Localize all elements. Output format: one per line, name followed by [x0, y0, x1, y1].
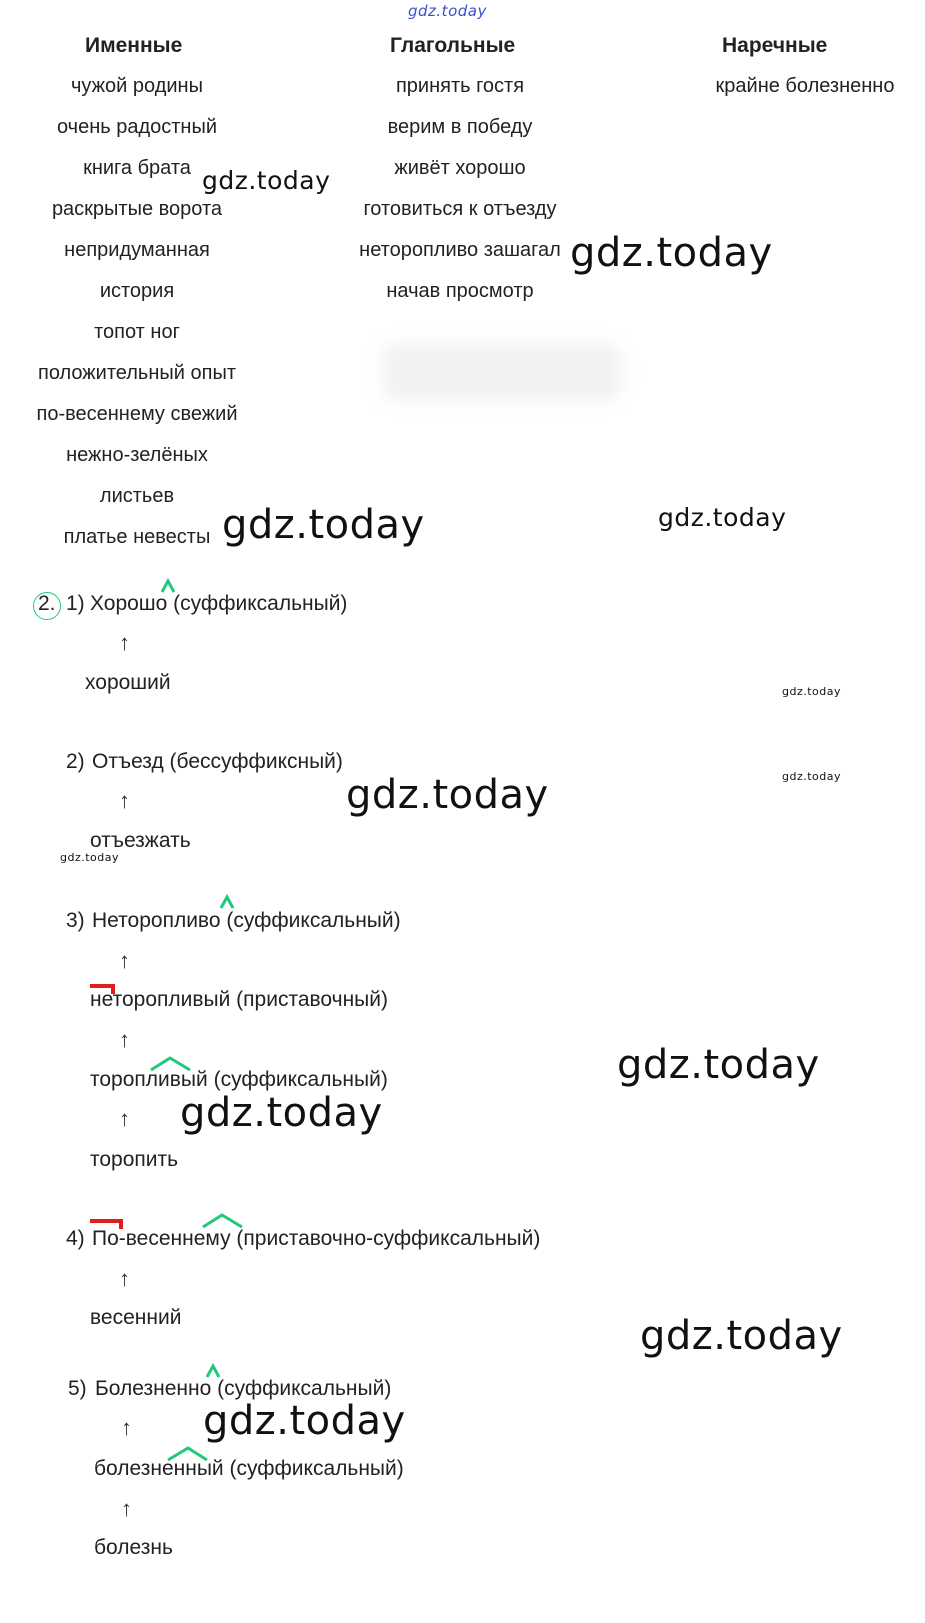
- header-nominal: Именные: [85, 34, 183, 57]
- list-item: принять гостя: [395, 75, 525, 97]
- list-item: верим в победу: [387, 116, 533, 138]
- entry-number: 1): [66, 592, 85, 615]
- entry-number: 3): [66, 909, 85, 932]
- base-word: хороший: [85, 671, 171, 694]
- list-item: нежно-зелёных: [66, 444, 208, 466]
- watermark: gdz.today: [60, 851, 120, 864]
- base-word: болезнь: [94, 1536, 173, 1559]
- header-verbal: Глагольные: [390, 34, 516, 57]
- base-word: весенний: [90, 1306, 182, 1329]
- arrow-up-icon: ↑: [119, 1266, 130, 1291]
- suffix-mark-icon: [162, 581, 174, 592]
- list-item: топот ног: [94, 321, 180, 343]
- arrow-up-icon: ↑: [119, 1027, 130, 1052]
- watermark: gdz.today: [617, 1042, 820, 1088]
- derived-word: Неторопливо (суффиксальный): [92, 909, 401, 932]
- list-item: книга брата: [83, 157, 191, 179]
- watermark: gdz.today: [640, 1313, 843, 1359]
- list-item: раскрытые ворота: [51, 198, 223, 220]
- derived-word: Хорошо (суффиксальный): [90, 592, 348, 615]
- list-item: неторопливо зашагал: [359, 239, 561, 261]
- suffix-mark-icon: [151, 1058, 190, 1070]
- watermark: gdz.today: [782, 770, 842, 783]
- list-item: история: [99, 280, 175, 302]
- list-item: чужой родины: [71, 75, 203, 97]
- watermark: gdz.today: [202, 166, 331, 195]
- list-item: платье невесты: [63, 526, 211, 548]
- watermark: gdz.today: [180, 1090, 383, 1136]
- list-item: по-весеннему свежий: [36, 403, 238, 425]
- arrow-up-icon: ↑: [119, 788, 130, 813]
- prefix-mark-icon: [90, 1221, 121, 1229]
- watermark: gdz.today: [782, 685, 842, 698]
- derived-word: Болезненно (суффиксальный): [95, 1377, 392, 1400]
- header-adverbial: Наречные: [722, 34, 828, 57]
- suffix-mark-icon: [207, 1366, 219, 1377]
- task-number: 2.: [38, 592, 56, 615]
- arrow-up-icon: ↑: [121, 1415, 132, 1440]
- watermark: gdz.today: [658, 503, 787, 532]
- derived-word: Отъезд (бессуффиксный): [92, 750, 343, 773]
- prefix-mark-icon: [90, 986, 113, 994]
- arrow-up-icon: ↑: [119, 948, 130, 973]
- list-item: живёт хорошо: [394, 157, 526, 179]
- intermediate-word: торопливый (суффиксальный): [90, 1068, 388, 1091]
- intermediate-word: неторопливый (приставочный): [90, 988, 388, 1011]
- watermark: gdz.today: [570, 230, 773, 276]
- list-item: начав просмотр: [386, 280, 534, 302]
- watermark: gdz.today: [222, 502, 425, 548]
- list-item: непридуманная: [64, 239, 210, 261]
- suffix-mark-icon: [203, 1215, 242, 1227]
- suffix-mark-icon: [168, 1448, 207, 1460]
- arrow-up-icon: ↑: [119, 1106, 130, 1131]
- intermediate-word: болезненный (суффиксальный): [94, 1457, 404, 1480]
- list-item: листьев: [99, 485, 175, 507]
- entry-number: 4): [66, 1227, 85, 1250]
- list-item: крайне болезненно: [715, 75, 895, 97]
- watermark-top: gdz.today: [408, 2, 487, 20]
- list-item: положительный опыт: [38, 362, 236, 384]
- arrow-up-icon: ↑: [121, 1496, 132, 1521]
- entry-number: 5): [68, 1377, 87, 1400]
- watermark: gdz.today: [346, 772, 549, 818]
- list-item: очень радостный: [56, 116, 218, 138]
- list-item: готовиться к отъезду: [363, 198, 557, 220]
- base-word: отъезжать: [90, 829, 191, 852]
- watermark: gdz.today: [203, 1398, 406, 1444]
- entry-number: 2): [66, 750, 85, 773]
- suffix-mark-icon: [221, 897, 233, 908]
- base-word: торопить: [90, 1148, 179, 1171]
- arrow-up-icon: ↑: [119, 630, 130, 655]
- derived-word: По-весеннему (приставочно-суффиксальный): [92, 1227, 541, 1250]
